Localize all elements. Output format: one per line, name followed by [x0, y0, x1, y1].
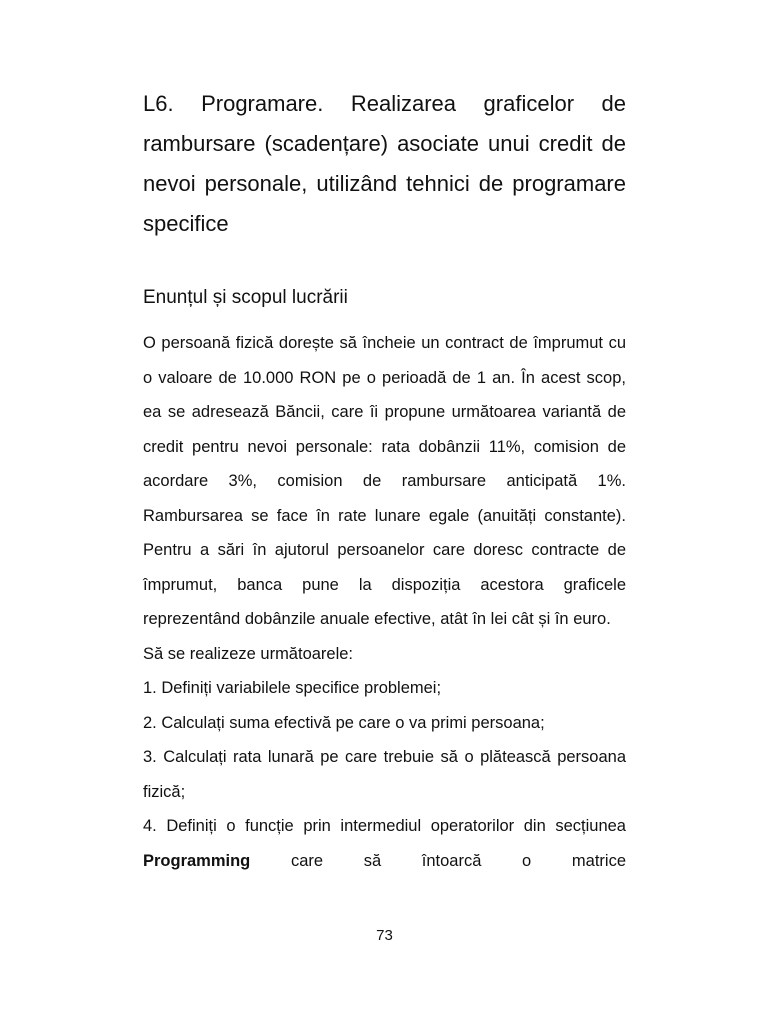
page-title: L6. Programare. Realizarea graficelor de rambursare (scadențare) asociate unui credit de nevoi personale, utilizând tehnici de programare specifice: [143, 91, 626, 236]
intro-paragraph: O persoană fizică dorește să încheie un contract de împrumut cu o valoare de 10.000 RON pe o perioadă de 1 an. În acest scop, ea se adresează Băncii, care îi propune următoarea variantă de credit pentru nevoi personale: rata dobânzii 11%, comision de acordare 3%, comision de rambursare anticipată 1%. Rambursarea se face în rate lunare egale (anuități constante). Pentru a sări în ajutorul persoanelor care doresc contracte de împrumut, banca pune la dispoziția acestora graficele reprezentând dobânzile anuale efective, atât în lei cât și în euro.: [143, 334, 626, 628]
programming-keyword: Programming: [143, 851, 251, 870]
page-number: 73: [376, 927, 393, 944]
section-heading: Enunțul și scopul lucrării: [143, 287, 348, 308]
task-item-2: 2. Calculați suma efectivă pe care o va primi persoana;: [143, 713, 545, 732]
task-item-4-text-start: 4. Definiți o funcție prin intermediul operatorilor din secțiunea: [143, 817, 626, 835]
task-item-4-text-end: care să întoarcă o matrice: [250, 851, 626, 870]
body-text: [143, 326, 626, 878]
task-item-3: 3. Calculați rata lunară pe care trebuie să o plătească persoana fizică;: [143, 748, 626, 801]
task-item-1: 1. Definiți variabilele specifice problemei;: [143, 679, 442, 697]
task-intro: Să se realizeze următoarele:: [143, 644, 354, 663]
task-item-4: [143, 809, 626, 878]
